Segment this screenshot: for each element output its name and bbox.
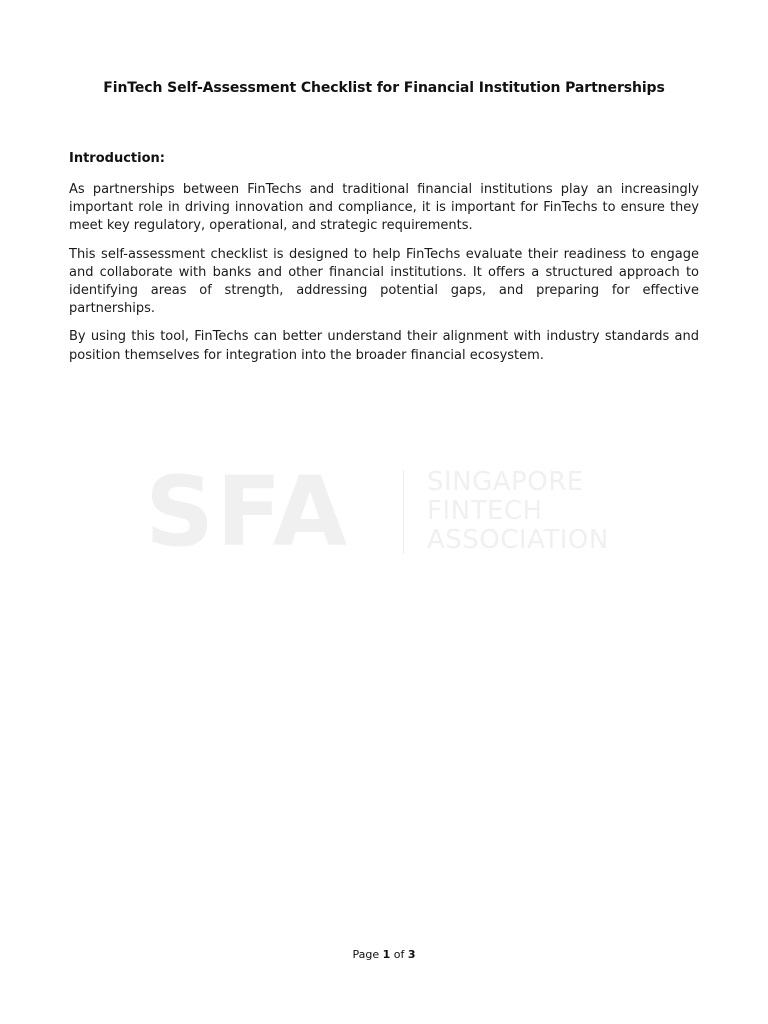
total-pages-number: 3 (407, 948, 416, 961)
watermark-logo-text: SFA (145, 456, 349, 568)
page-number-footer (0, 948, 768, 961)
sfa-watermark-logo (145, 456, 645, 568)
watermark-divider (403, 470, 404, 554)
current-page-number: 1 (382, 948, 391, 961)
watermark-org-line-3: ASSOCIATION (427, 525, 609, 555)
page-label: Page (352, 948, 380, 961)
document-title: FinTech Self-Assessment Checklist for Financial Institution Partnerships (103, 80, 665, 96)
watermark-org-line-2: FINTECH (427, 496, 543, 526)
introduction-heading: Introduction: (69, 151, 165, 166)
intro-paragraph-3: By using this tool, FinTechs can better understand their alignment with industry standards and position themselves for integration into the broader financial ecosystem. (69, 329, 699, 363)
of-label: of (393, 948, 405, 961)
watermark-org-name (427, 468, 609, 555)
document-body (69, 151, 699, 375)
intro-paragraph-1: As partnerships between FinTechs and traditional financial institutions play an increasingly important role in driving innovation and compliance, it is important for FinTechs to ensure they meet key regulatory, operational, and strategic requirements. (69, 182, 699, 234)
watermark-org-line-1: SINGAPORE (427, 467, 584, 497)
intro-paragraph-2: This self-assessment checklist is designed to help FinTechs evaluate their readiness to engage and collaborate with banks and other financial institutions. It offers a structured approach to identifying areas of strength, addressing potential gaps, and preparing for effective partnerships. (69, 246, 699, 317)
